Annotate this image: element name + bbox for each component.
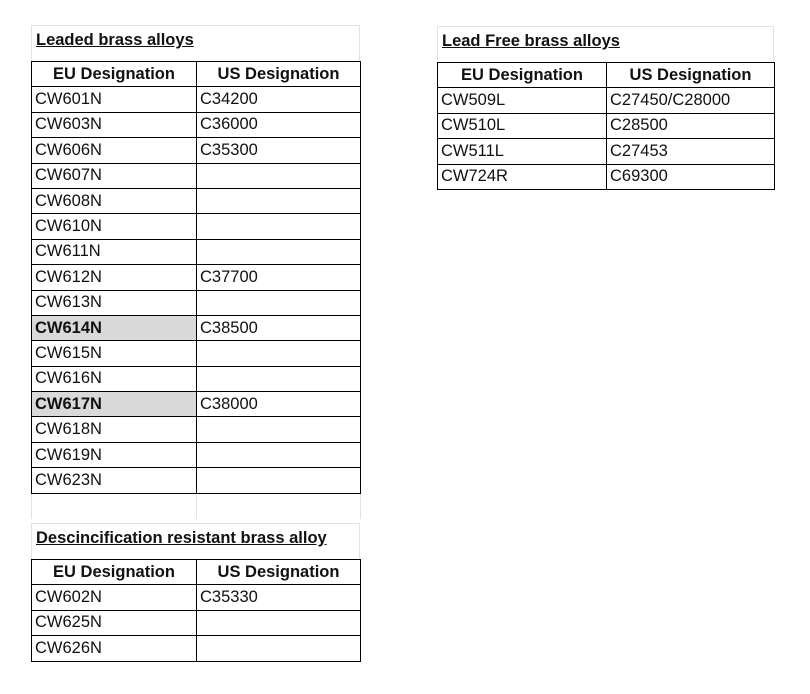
us-designation-header: US Designation: [197, 560, 361, 585]
eu-designation-cell: CW724R: [438, 164, 607, 189]
dezinc-title: Descincification resistant brass alloy: [31, 523, 360, 549]
dezinc-table: [31, 559, 361, 662]
leadfree-title: Lead Free brass alloys: [437, 26, 774, 52]
eu-designation-cell: CW626N: [32, 636, 197, 661]
table-header-row: [32, 62, 361, 87]
table-row: [32, 112, 361, 137]
us-designation-cell: C27453: [607, 139, 775, 164]
us-designation-cell: C38500: [197, 315, 361, 340]
us-designation-cell: [197, 239, 361, 264]
table-header-row: [32, 560, 361, 585]
eu-designation-cell: CW610N: [32, 214, 197, 239]
eu-designation-cell: CW625N: [32, 610, 197, 635]
eu-designation-cell: CW603N: [32, 112, 197, 137]
table-row: [438, 164, 775, 189]
us-designation-cell: C37700: [197, 265, 361, 290]
eu-designation-cell: CW509L: [438, 88, 607, 113]
eu-designation-cell: CW606N: [32, 138, 197, 163]
table-row: [32, 87, 361, 112]
eu-designation-cell: CW510L: [438, 113, 607, 138]
us-designation-cell: C35330: [197, 585, 361, 610]
table-row: [32, 315, 361, 340]
us-designation-cell: C36000: [197, 112, 361, 137]
table-row: [438, 113, 775, 138]
table-row: [32, 468, 361, 493]
empty-row: [32, 493, 361, 518]
dezinc-table-body: [32, 585, 361, 661]
table-row: [438, 139, 775, 164]
table-row: [438, 88, 775, 113]
eu-designation-cell: CW623N: [32, 468, 197, 493]
eu-designation-cell: CW614N: [32, 315, 197, 340]
us-designation-cell: [197, 366, 361, 391]
table-header-row: [438, 63, 775, 88]
eu-designation-cell: CW612N: [32, 265, 197, 290]
eu-designation-cell: CW608N: [32, 188, 197, 213]
eu-designation-cell: CW613N: [32, 290, 197, 315]
table-row: [32, 163, 361, 188]
table-row: [32, 366, 361, 391]
table-row: [32, 610, 361, 635]
eu-designation-cell: CW619N: [32, 442, 197, 467]
us-designation-cell: C34200: [197, 87, 361, 112]
table-row: [32, 290, 361, 315]
us-designation-header: US Designation: [607, 63, 775, 88]
table-row: [32, 239, 361, 264]
eu-designation-cell: CW607N: [32, 163, 197, 188]
table-row: [32, 585, 361, 610]
table-row: [32, 214, 361, 239]
eu-designation-cell: CW616N: [32, 366, 197, 391]
eu-designation-cell: CW617N: [32, 392, 197, 417]
leadfree-section: [437, 26, 774, 190]
leaded-table-body: [32, 87, 361, 519]
table-row: [32, 138, 361, 163]
us-designation-header: US Designation: [197, 62, 361, 87]
us-designation-cell: [197, 341, 361, 366]
eu-designation-header: EU Designation: [32, 62, 197, 87]
leaded-table: [31, 61, 361, 519]
eu-designation-cell: CW602N: [32, 585, 197, 610]
leaded-title: Leaded brass alloys: [31, 25, 360, 51]
eu-designation-cell: CW601N: [32, 87, 197, 112]
us-designation-cell: [197, 290, 361, 315]
table-row: [32, 417, 361, 442]
us-designation-cell: [197, 188, 361, 213]
us-designation-cell: [197, 163, 361, 188]
eu-designation-cell: CW511L: [438, 139, 607, 164]
us-designation-cell: [197, 417, 361, 442]
leadfree-table-body: [438, 88, 775, 190]
us-designation-cell: C38000: [197, 392, 361, 417]
us-designation-cell: [197, 636, 361, 661]
table-row: [32, 188, 361, 213]
us-designation-cell: C27450/C28000: [607, 88, 775, 113]
eu-designation-cell: CW615N: [32, 341, 197, 366]
us-designation-cell: [197, 214, 361, 239]
table-row: [32, 636, 361, 661]
table-row: [32, 265, 361, 290]
leaded-section: [31, 25, 360, 519]
us-designation-cell: C35300: [197, 138, 361, 163]
us-designation-cell: [197, 442, 361, 467]
dezinc-section: [31, 523, 360, 662]
table-row: [32, 341, 361, 366]
table-row: [32, 392, 361, 417]
eu-designation-header: EU Designation: [32, 560, 197, 585]
us-designation-cell: C69300: [607, 164, 775, 189]
eu-designation-header: EU Designation: [438, 63, 607, 88]
us-designation-cell: C28500: [607, 113, 775, 138]
table-row: [32, 442, 361, 467]
us-designation-cell: [197, 468, 361, 493]
leadfree-table: [437, 62, 775, 190]
eu-designation-cell: CW618N: [32, 417, 197, 442]
us-designation-cell: [197, 610, 361, 635]
eu-designation-cell: CW611N: [32, 239, 197, 264]
